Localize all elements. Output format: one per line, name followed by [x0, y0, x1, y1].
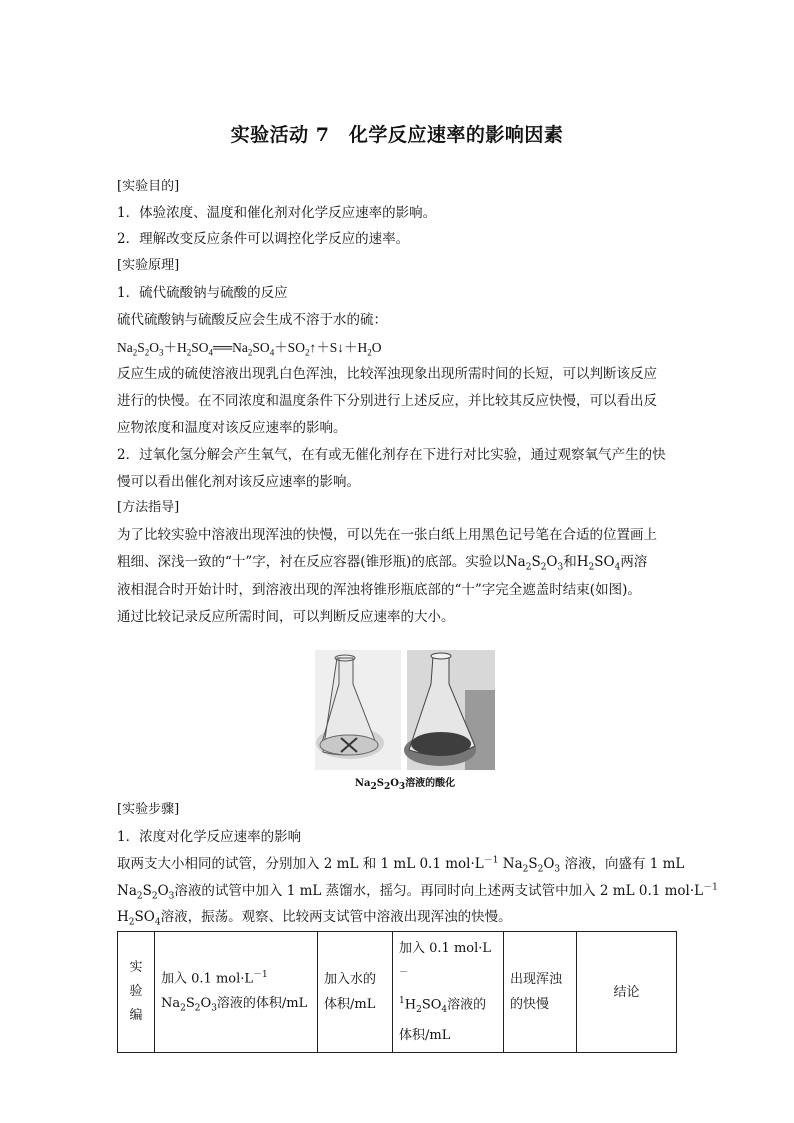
section-heading-steps: [实验步骤]: [117, 802, 180, 817]
steps-line-2: $Na_2S_2O_3$溶液的试管中加入 1 mL 蒸馏水，摇匀。再同时向上述两支试管中加入 2 mL 0.1 $mol\cdot L^{-1}$: [117, 882, 718, 902]
flask-figure: [315, 650, 495, 790]
purpose-item-1: 1．体验浓度、温度和催化剂对化学反应速率的影响。: [117, 205, 437, 221]
principle-paragraph-1-line-1: 反应生成的硫使溶液出现乳白色浑浊，比较浑浊现象出现所需时间的长短，可以判断该反应: [117, 366, 657, 382]
steps-subheading-1: 1．浓度对化学反应速率的影响: [117, 829, 302, 845]
method-line-4: 通过比较记录反应所需时间，可以判断反应速率的大小。: [117, 609, 455, 625]
principle-text-1: 硫代硫酸钠与硫酸反应会生成不溶于水的硫：: [117, 312, 387, 328]
clear-flask-image: [315, 650, 401, 770]
experiment-table: [117, 931, 677, 1053]
header-na2s2o3-volume: 加入 0.1 $mol\cdot L^{-1}$ $Na_2S_2O_3$溶液的体积/mL: [155, 932, 318, 1053]
header-conclusion: 结论: [577, 932, 677, 1053]
steps-line-3: $H_2SO_4$溶液，振荡。观察、比较两支试管中溶液出现浑浊的快慢。: [117, 909, 512, 928]
turbid-flask-image: [404, 650, 495, 770]
section-heading-method: [方法指导]: [117, 500, 180, 515]
figure-caption: $Na_2S_2O_3$溶液的酸化: [354, 778, 456, 792]
principle-paragraph-1-line-3: 应物浓度和温度对该反应速率的影响。: [117, 420, 347, 436]
table-header-row: [118, 932, 677, 1053]
page-title: 实验活动 7 化学反应速率的影响因素: [230, 124, 564, 146]
method-line-2: 粗细、深浅一致的“十”字，衬在反应容器(锥形瓶)的底部。实验以$Na_2S_2O_3$和$H_2SO_4$两溶: [117, 554, 648, 573]
header-turbidity-speed: 出现浑浊 的快慢: [504, 932, 577, 1053]
method-line-1: 为了比较实验中溶液出现浑浊的快慢，可以先在一张白纸上用黑色记号笔在合适的位置画上: [117, 527, 657, 543]
principle-subheading-1: 1．硫代硫酸钠与硫酸的反应: [117, 285, 288, 301]
section-heading-purpose: [实验目的]: [117, 179, 180, 194]
principle-paragraph-2-line-1: 2．过氧化氢分解会产生氧气，在有或无催化剂存在下进行对比实验，通过观察氧气产生的快: [117, 447, 666, 463]
section-heading-principle: [实验原理]: [117, 258, 180, 273]
header-experiment-number: 实 验 编: [118, 932, 155, 1053]
header-water-volume: 加入水的 体积/mL: [318, 932, 393, 1053]
reaction-equation: $Na_2S_2O_3+H_2SO_4══Na_2SO_4+SO_2↑+S↓+H_2O$: [117, 340, 382, 358]
steps-line-1: 取两支大小相同的试管，分别加入 2 mL 和 1 mL 0.1 $mol\cdot L^{-1}$ $Na_2S_2O_3$ 溶液，向盛有 1 mL: [117, 855, 685, 875]
purpose-item-2: 2．理解改变反应条件可以调控化学反应的速率。: [117, 231, 410, 247]
principle-paragraph-1-line-2: 进行的快慢。在不同浓度和温度条件下分别进行上述反应，并比较其反应快慢，可以看出反: [117, 393, 657, 409]
principle-paragraph-2-line-2: 慢可以看出催化剂对该反应速率的影响。: [117, 474, 360, 490]
header-h2so4-volume: 加入 0.1 mol·L－ $^1H_2SO_4$溶液的 体积/mL: [393, 932, 504, 1053]
method-line-3: 液相混合时开始计时，到溶液出现的浑浊将锥形瓶底部的“十”字完全遮盖时结束(如图)。: [117, 582, 641, 598]
